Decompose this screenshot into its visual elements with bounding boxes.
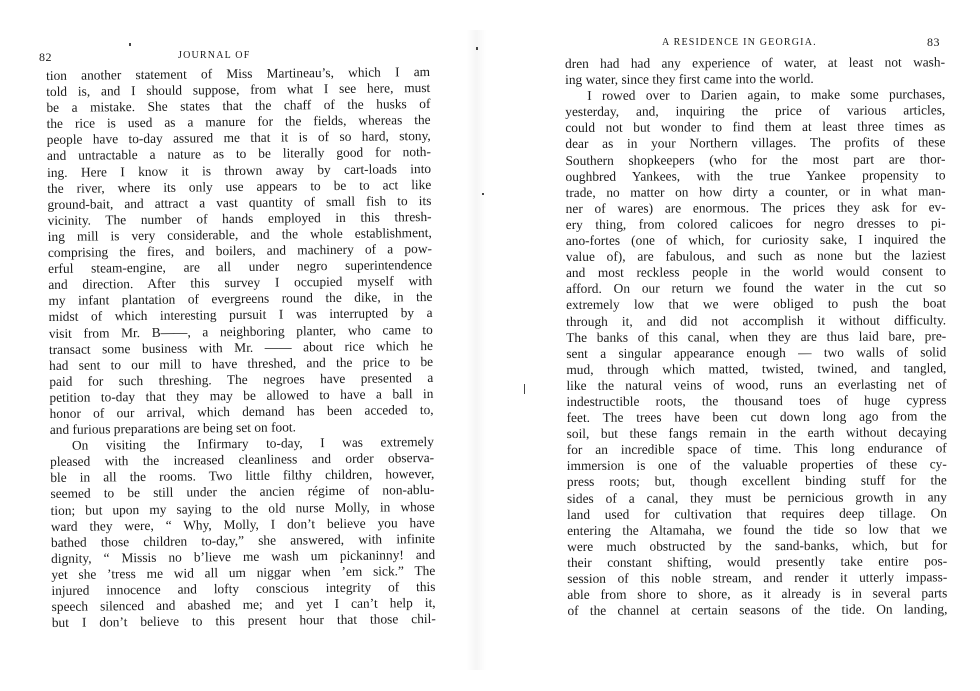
right-text-line: were much obstructed by the sand-banks, which, but for: [567, 537, 948, 554]
left-text-line: had sent to our mill to have threshed, and the price to be: [49, 353, 434, 373]
right-text-line: The banks of this canal, when they are thus laid bare, pre-: [566, 327, 947, 345]
right-text-line: feet. The trees have been cut down long ago from the: [566, 408, 947, 426]
left-text-line: people have to-day assured me that it is of so hard, stony,: [46, 128, 431, 148]
right-text-line: afford. On our return we found the water in the cut so: [565, 279, 947, 297]
right-text-line: through it, and did not accomplish it without difficulty.: [566, 311, 947, 329]
right-text-line: like the natural veins of wood, runs an everlasting net of: [566, 376, 947, 393]
left-text-line: seemed to be still under the ancien régime of non-ablu-: [50, 482, 435, 502]
left-text-line: yet she ’tress me wid all um niggar when ’em sick.” The: [51, 562, 436, 582]
left-running-head: JOURNAL OF: [178, 50, 251, 61]
left-text-line: petition to-day that they may be allowed to have a ball in: [49, 385, 434, 405]
left-text-line: tion; but upon my saying to the old nurse Molly, in whose: [50, 498, 435, 518]
left-text-line: transact some business with Mr. —— about rice which he: [48, 337, 434, 357]
right-text-line: for an incredible space of time. This long endurance of: [566, 440, 947, 458]
scan-speck: [482, 193, 484, 195]
left-text-line: the river, where its only use appears to be to act like: [47, 176, 432, 196]
left-text-line: speech silenced and abashed me; and yet I can’t help it,: [51, 595, 436, 615]
right-text-line: Southern shopkeepers (who for the most part are thor-: [565, 150, 946, 168]
right-text-line: trade, no matter on how dirty a counter, or in what man-: [565, 183, 946, 200]
left-text-line: and direction. After this survey I occupied myself with: [48, 273, 433, 293]
left-text-line: injured innocence and lofty conscious integrity of this: [51, 578, 436, 598]
right-page: [490, 0, 980, 691]
right-text-line: soil, but these fangs remain in the earth without decaying: [566, 424, 947, 442]
left-text-line: told is, and I should suppose, from what I see here, must: [46, 80, 431, 100]
left-text-line: paid for such threshing. The negroes have presented a: [49, 369, 434, 389]
right-running-head: A RESIDENCE IN GEORGIA.: [662, 37, 817, 48]
right-text-line: of the channel at certain seasons of the tide. On landing,: [567, 601, 948, 619]
scan-speck: [524, 384, 525, 394]
left-text-line: and furious preparations are being set on foot.: [49, 419, 297, 438]
left-text-line: my infant plantation of evergreens round the dike, in the: [48, 289, 433, 309]
left-text-line: midst of which interesting pursuit I was interrupted by a: [48, 305, 433, 325]
right-text-line: sides of a canal, they must be pernicious growth in any: [566, 488, 947, 506]
right-text-line: ery thing, from colored calicoes for negro dresses to pi-: [565, 215, 946, 232]
right-text-line: could not but wonder to find them at least three times as: [565, 118, 946, 136]
right-text-line: ing water, since they first came into the world.: [565, 71, 814, 88]
left-text-line: tion another statement of Miss Martineau’s, which I am: [46, 63, 431, 83]
right-text-line: session of this noble stream, and render it utterly impass-: [567, 569, 948, 586]
right-text-line: able from shore to shore, as it already is in several parts: [567, 585, 948, 603]
right-text-line: their constant shifting, would presently take entire pos-: [567, 553, 948, 570]
left-text-line: pleased with the increased cleanliness and order observa-: [50, 450, 435, 470]
right-text-line: extremely low that we were obliged to push the boat: [566, 295, 947, 313]
right-text-line: ano-fortes (one of which, for curiosity sake, I inquired the: [565, 231, 946, 249]
right-text-line: mud, through which matted, twisted, twined, and tangled,: [566, 360, 947, 377]
right-text-line: value of), are fabulous, and such as none but the laziest: [565, 247, 946, 265]
right-page-number: 83: [927, 35, 940, 49]
left-text-line: but I don’t believe to this present hour that those chil-: [51, 611, 436, 631]
right-text-line: press roots; but, though excellent binding stuff for the: [566, 472, 947, 490]
right-page-body: [565, 54, 947, 619]
left-text-line: the rice is used as a manure for the fields, whereas the: [46, 112, 431, 132]
right-text-line: dren had had any experience of water, at least not wash-: [565, 54, 946, 71]
right-text-line: indestructible roots, the thousand toes of huge cypress: [566, 392, 947, 409]
right-text-line: immersion is one of the valuable properties of these cy-: [566, 456, 947, 474]
left-text-line: ble in all the rooms. Two little filthy children, however,: [50, 466, 435, 486]
right-text-line: land used for cultivation that requires deep tillage. On: [566, 504, 948, 522]
left-text-line: be a mistake. She states that the chaff of the husks of: [46, 96, 431, 116]
right-text-line: entering the Altamaha, we found the tide so low that we: [567, 521, 948, 538]
left-text-line: ward they were, “ Why, Molly, I don’t believe you have: [50, 514, 435, 534]
left-text-line: ground-bait, and attract a vast quantity of small fish to its: [47, 192, 432, 212]
right-text-line: sent a singular appearance enough — two walls of solid: [566, 344, 947, 361]
left-text-line: and untractable a nature as to be literally good for noth-: [46, 144, 431, 164]
scan-speck: [476, 47, 478, 50]
left-text-line: ing. Here I know it is thrown away by cart-loads into: [47, 160, 432, 180]
left-text-line: honor of our arrival, which demand has been acceded to,: [49, 401, 434, 421]
left-text-line: bathed those children to-day,” she answered, with infinite: [50, 530, 436, 550]
left-page: [0, 0, 470, 691]
left-text-line: vicinity. The number of hands employed in this thresh-: [47, 208, 432, 228]
left-text-line: comprising the fires, and boilers, and machinery of a pow-: [47, 241, 432, 261]
right-text-line: I rowed over to Darien again, to make some purchases,: [587, 86, 946, 104]
right-text-line: dear as in your Northern villages. The profits of these: [565, 134, 946, 152]
right-text-line: oughbred Yankees, with the true Yankee propensity to: [565, 166, 946, 184]
left-text-line: erful steam-engine, are all under negro superintendence: [48, 257, 433, 277]
left-text-line: dignity, “ Missis no b’lieve me wash um pickaninny! and: [51, 546, 436, 566]
right-text-line: ner of wares) are enormous. The prices they ask for ev-: [565, 199, 946, 216]
left-page-body: [46, 64, 436, 631]
scan-speck: [129, 43, 131, 46]
left-page-number: 82: [39, 50, 52, 64]
left-text-line: visit from Mr. B——, a neighboring planter, who came to: [48, 321, 433, 341]
right-text-line: yesterday, and, inquiring the price of various articles,: [565, 102, 946, 120]
left-text-line: ing mill is very considerable, and the whole establishment,: [47, 224, 432, 244]
left-text-line: On visiting the Infirmary to-day, I was extremely: [71, 434, 435, 453]
right-text-line: and most reckless people in the world would consent to: [565, 263, 946, 281]
